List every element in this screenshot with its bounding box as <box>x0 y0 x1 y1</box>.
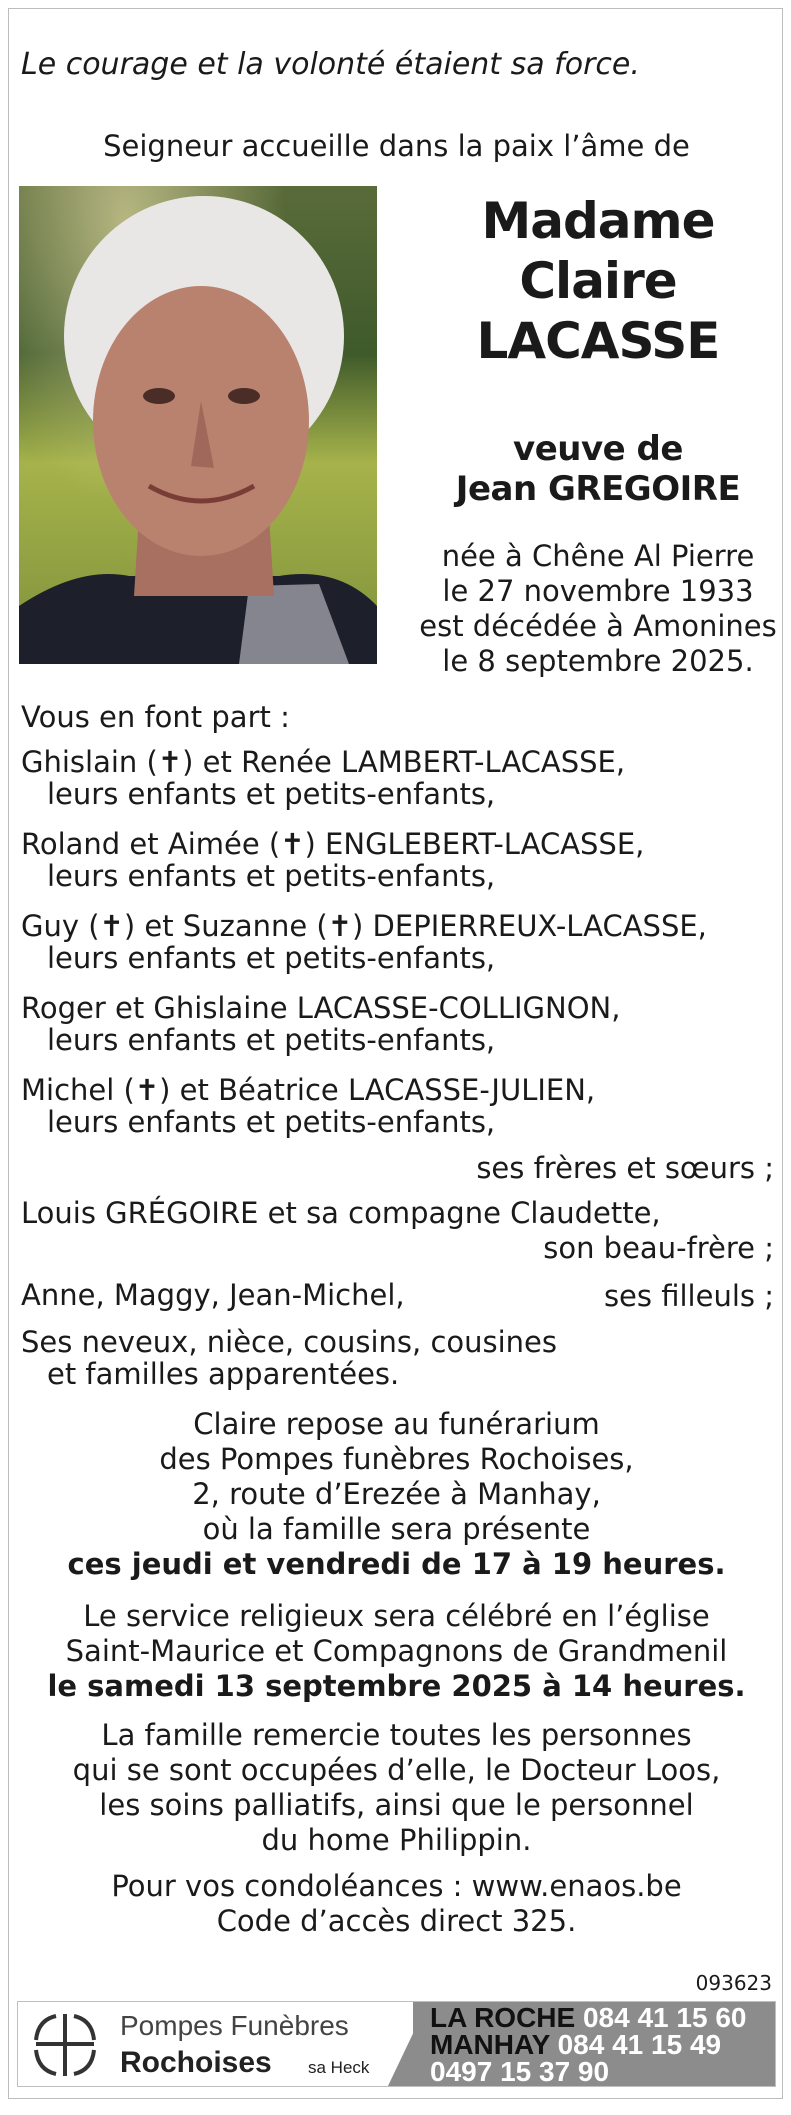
family-entry: Ghislain (✝) et Renée LAMBERT-LACASSE, leurs enfants et petits-enfants, <box>21 745 626 811</box>
relatives: Ses neveux, nièce, cousins, cousines et familles apparentées. <box>21 1325 558 1391</box>
first-name: Claire <box>519 252 677 310</box>
condolences-link: Pour vos condoléances : www.enaos.be <box>111 1869 682 1903</box>
family-entry: Michel (✝) et Béatrice LACASSE-JULIEN, leurs enfants et petits-enfants, <box>21 1073 596 1139</box>
thanks-text: La famille remercie toutes les personnes qui se sont occupées d’elle, le Docteur Loos, les soins palliatifs, ainsi que le personnel du home Philippin. <box>72 1718 721 1857</box>
family-entry: Roland et Aimée (✝) ENGLEBERT-LACASSE, leurs enfants et petits-enfants, <box>21 827 645 893</box>
funeral-home-banner <box>17 2001 776 2087</box>
visitation-info: Claire repose au funérarium des Pompes funèbres Rochoises, 2, route d’Erezée à Manhay, où la famille sera présente ces jeudi et vendredi de 17 à 19 heures. <box>9 1407 783 1582</box>
service-info: Le service religieux sera célébré en l’église Saint-Maurice et Compagnons de Grandmenil le samedi 13 septembre 2025 à 14 heures. <box>9 1599 783 1704</box>
service-date: le samedi 13 septembre 2025 à 14 heures. <box>47 1669 746 1703</box>
birth-death-info: née à Chêne Al Pierre le 27 novembre 1933 est décédée à Amonines le 8 septembre 2025. <box>419 539 777 678</box>
name-title: Madame <box>481 192 715 250</box>
condolences-info <box>9 1869 783 1939</box>
portrait-photo <box>19 186 377 664</box>
last-name: LACASSE <box>476 312 720 370</box>
brother-in-law: Louis GRÉGOIRE et sa compagne Claudette, <box>21 1196 661 1230</box>
visitation-hours: ces jeudi et vendredi de 17 à 19 heures. <box>67 1547 726 1581</box>
phone-la-roche: LA ROCHE 084 41 15 60 <box>430 2002 747 2033</box>
intro-text: Seigneur accueille dans la paix l’âme de <box>103 129 690 163</box>
widow-of: veuve de Jean GREGOIRE <box>439 429 757 509</box>
cross-logo-icon <box>30 2010 100 2080</box>
brother-in-law-label: son beau-frère ; <box>543 1231 774 1265</box>
brand-line1: Pompes Funèbres <box>120 2010 349 2041</box>
family-intro: Vous en font part : <box>21 700 290 734</box>
quote: Le courage et la volonté étaient sa force. <box>21 47 640 82</box>
deceased-name <box>439 191 757 371</box>
family-entry: Guy (✝) et Suzanne (✝) DEPIERREUX-LACASSE, leurs enfants et petits-enfants, <box>21 909 707 975</box>
godchildren-label: ses filleuls ; <box>603 1279 774 1313</box>
siblings-label: ses frères et sœurs ; <box>476 1151 774 1185</box>
access-code: Code d’accès direct 325. <box>216 1904 577 1938</box>
spouse-name: Jean GREGOIRE <box>455 469 741 509</box>
phone-manhay: MANHAY 084 41 15 49 <box>430 2029 722 2060</box>
godchildren: Anne, Maggy, Jean-Michel, <box>21 1278 405 1312</box>
brand-suffix: sa Heck <box>308 2058 370 2077</box>
reference-number: 093623 <box>695 1971 772 1995</box>
family-entry: Roger et Ghislaine LACASSE-COLLIGNON, leurs enfants et petits-enfants, <box>21 991 621 1057</box>
obituary-notice <box>8 8 783 2099</box>
phone-mobile: 0497 15 37 90 <box>430 2056 610 2087</box>
brand-line2: Rochoises <box>120 2046 272 2079</box>
